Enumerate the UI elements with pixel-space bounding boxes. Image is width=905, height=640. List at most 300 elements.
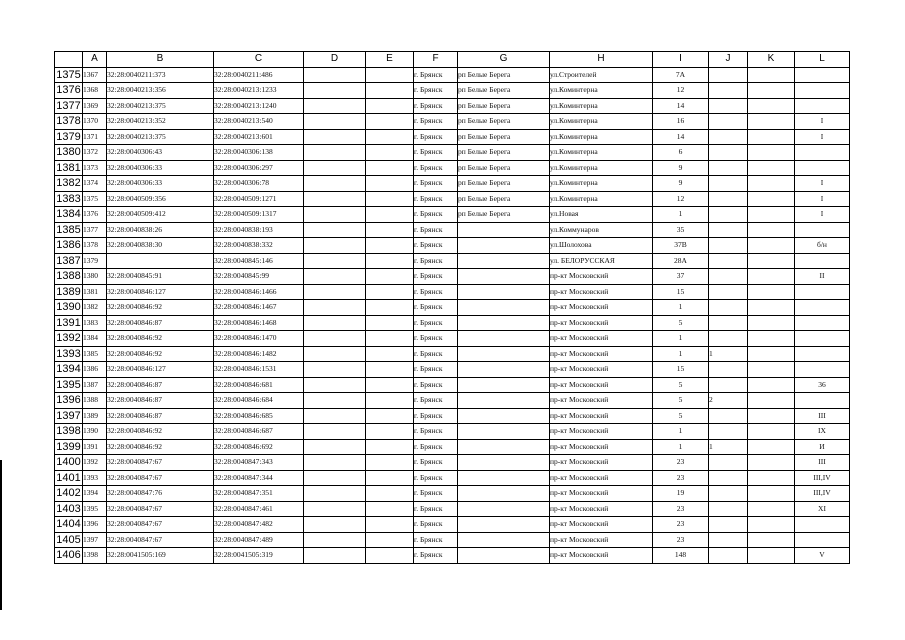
cell-a[interactable]: 1372 bbox=[83, 145, 107, 161]
cell-c[interactable]: 32:28:0040306:138 bbox=[214, 145, 304, 161]
cell-k[interactable] bbox=[748, 300, 795, 316]
cell-a[interactable]: 1396 bbox=[83, 517, 107, 533]
cell-d[interactable] bbox=[304, 408, 366, 424]
cell-g[interactable] bbox=[458, 455, 550, 471]
cell-h[interactable]: пр-кт Московский bbox=[550, 269, 653, 285]
cell-k[interactable] bbox=[748, 315, 795, 331]
cell-i[interactable]: 35 bbox=[653, 222, 709, 238]
cell-f[interactable]: г. Брянск bbox=[414, 129, 458, 145]
row-number[interactable]: 1401 bbox=[56, 471, 81, 484]
cell-l[interactable] bbox=[795, 393, 850, 409]
cell-g[interactable] bbox=[458, 253, 550, 269]
cell-b[interactable] bbox=[107, 253, 214, 269]
cell-e[interactable] bbox=[366, 331, 414, 347]
cell-e[interactable] bbox=[366, 455, 414, 471]
cell-k[interactable] bbox=[748, 207, 795, 223]
cell-f[interactable]: г. Брянск bbox=[414, 532, 458, 548]
row-number[interactable]: 1377 bbox=[56, 99, 81, 112]
cell-b[interactable]: 32:28:0040847:67 bbox=[107, 517, 214, 533]
cell-j[interactable] bbox=[709, 315, 748, 331]
cell-j[interactable] bbox=[709, 470, 748, 486]
cell-i[interactable]: 23 bbox=[653, 517, 709, 533]
cell-g[interactable]: рп Белые Берега bbox=[458, 114, 550, 130]
cell-j[interactable] bbox=[709, 300, 748, 316]
cell-c[interactable]: 32:28:0040213:540 bbox=[214, 114, 304, 130]
cell-j[interactable] bbox=[709, 83, 748, 99]
cell-i[interactable]: 28А bbox=[653, 253, 709, 269]
cell-l[interactable] bbox=[795, 67, 850, 83]
cell-l[interactable]: III,IV bbox=[795, 470, 850, 486]
cell-i[interactable]: 148 bbox=[653, 548, 709, 564]
cell-e[interactable] bbox=[366, 548, 414, 564]
cell-h[interactable]: ул.Новая bbox=[550, 207, 653, 223]
cell-g[interactable]: рп Белые Берега bbox=[458, 207, 550, 223]
cell-d[interactable] bbox=[304, 67, 366, 83]
cell-c[interactable]: 32:28:0040838:332 bbox=[214, 238, 304, 254]
row-number[interactable]: 1406 bbox=[56, 549, 81, 562]
cell-f[interactable]: г. Брянск bbox=[414, 284, 458, 300]
cell-j[interactable] bbox=[709, 455, 748, 471]
cell-f[interactable]: г. Брянск bbox=[414, 269, 458, 285]
cell-d[interactable] bbox=[304, 346, 366, 362]
cell-j[interactable] bbox=[709, 207, 748, 223]
cell-e[interactable] bbox=[366, 129, 414, 145]
cell-j[interactable]: 2 bbox=[709, 393, 748, 409]
cell-j[interactable] bbox=[709, 377, 748, 393]
cell-l[interactable]: б/н bbox=[795, 238, 850, 254]
column-header-c[interactable]: C bbox=[214, 52, 304, 68]
cell-k[interactable] bbox=[748, 83, 795, 99]
cell-g[interactable]: рп Белые Берега bbox=[458, 145, 550, 161]
column-header-e[interactable]: E bbox=[366, 52, 414, 68]
cell-k[interactable] bbox=[748, 517, 795, 533]
cell-j[interactable] bbox=[709, 362, 748, 378]
cell-a[interactable]: 1393 bbox=[83, 470, 107, 486]
cell-d[interactable] bbox=[304, 470, 366, 486]
cell-f[interactable]: г. Брянск bbox=[414, 145, 458, 161]
cell-b[interactable]: 32:28:0040846:92 bbox=[107, 300, 214, 316]
cell-g[interactable] bbox=[458, 269, 550, 285]
cell-j[interactable] bbox=[709, 331, 748, 347]
cell-f[interactable]: г. Брянск bbox=[414, 362, 458, 378]
cell-c[interactable]: 32:28:0040846:687 bbox=[214, 424, 304, 440]
cell-a[interactable]: 1367 bbox=[83, 67, 107, 83]
cell-k[interactable] bbox=[748, 160, 795, 176]
cell-e[interactable] bbox=[366, 408, 414, 424]
cell-c[interactable]: 32:28:0040845:99 bbox=[214, 269, 304, 285]
cell-a[interactable]: 1388 bbox=[83, 393, 107, 409]
cell-h[interactable]: пр-кт Московский bbox=[550, 486, 653, 502]
cell-j[interactable] bbox=[709, 253, 748, 269]
cell-h[interactable]: пр-кт Московский bbox=[550, 331, 653, 347]
cell-l[interactable]: III,IV bbox=[795, 486, 850, 502]
cell-k[interactable] bbox=[748, 98, 795, 114]
cell-g[interactable] bbox=[458, 517, 550, 533]
cell-c[interactable]: 32:28:0040847:489 bbox=[214, 532, 304, 548]
cell-j[interactable] bbox=[709, 160, 748, 176]
cell-b[interactable]: 32:28:0040846:87 bbox=[107, 393, 214, 409]
row-number[interactable]: 1394 bbox=[56, 363, 81, 376]
cell-l[interactable]: I bbox=[795, 176, 850, 192]
column-header-g[interactable]: G bbox=[458, 52, 550, 68]
cell-a[interactable]: 1377 bbox=[83, 222, 107, 238]
cell-d[interactable] bbox=[304, 439, 366, 455]
cell-g[interactable] bbox=[458, 501, 550, 517]
cell-a[interactable]: 1387 bbox=[83, 377, 107, 393]
cell-a[interactable]: 1390 bbox=[83, 424, 107, 440]
cell-k[interactable] bbox=[748, 548, 795, 564]
cell-j[interactable] bbox=[709, 284, 748, 300]
cell-c[interactable]: 32:28:0040846:1470 bbox=[214, 331, 304, 347]
column-header-f[interactable]: F bbox=[414, 52, 458, 68]
row-number[interactable]: 1379 bbox=[56, 130, 81, 143]
cell-g[interactable] bbox=[458, 315, 550, 331]
cell-i[interactable]: 5 bbox=[653, 377, 709, 393]
cell-f[interactable]: г. Брянск bbox=[414, 501, 458, 517]
cell-j[interactable] bbox=[709, 145, 748, 161]
cell-f[interactable]: г. Брянск bbox=[414, 315, 458, 331]
cell-j[interactable] bbox=[709, 501, 748, 517]
cell-h[interactable]: пр-кт Московский bbox=[550, 548, 653, 564]
cell-i[interactable]: 5 bbox=[653, 315, 709, 331]
cell-i[interactable]: 5 bbox=[653, 393, 709, 409]
cell-l[interactable] bbox=[795, 284, 850, 300]
cell-i[interactable]: 23 bbox=[653, 455, 709, 471]
cell-c[interactable]: 32:28:0040213:1233 bbox=[214, 83, 304, 99]
cell-f[interactable]: г. Брянск bbox=[414, 331, 458, 347]
cell-k[interactable] bbox=[748, 238, 795, 254]
cell-h[interactable]: пр-кт Московский bbox=[550, 393, 653, 409]
cell-i[interactable]: 1 bbox=[653, 300, 709, 316]
row-number[interactable]: 1383 bbox=[56, 192, 81, 205]
cell-h[interactable]: пр-кт Московский bbox=[550, 455, 653, 471]
cell-k[interactable] bbox=[748, 191, 795, 207]
cell-j[interactable] bbox=[709, 222, 748, 238]
column-header-l[interactable]: L bbox=[795, 52, 850, 68]
row-number[interactable]: 1386 bbox=[56, 239, 81, 252]
cell-h[interactable]: ул.Коминтерна bbox=[550, 129, 653, 145]
cell-k[interactable] bbox=[748, 501, 795, 517]
cell-i[interactable]: 15 bbox=[653, 362, 709, 378]
cell-d[interactable] bbox=[304, 284, 366, 300]
cell-g[interactable] bbox=[458, 362, 550, 378]
row-number[interactable]: 1403 bbox=[56, 502, 81, 515]
cell-e[interactable] bbox=[366, 377, 414, 393]
cell-g[interactable] bbox=[458, 284, 550, 300]
cell-e[interactable] bbox=[366, 393, 414, 409]
cell-k[interactable] bbox=[748, 129, 795, 145]
cell-b[interactable]: 32:28:0040846:127 bbox=[107, 362, 214, 378]
cell-a[interactable]: 1389 bbox=[83, 408, 107, 424]
cell-f[interactable]: г. Брянск bbox=[414, 114, 458, 130]
cell-d[interactable] bbox=[304, 362, 366, 378]
row-number[interactable]: 1384 bbox=[56, 208, 81, 221]
row-number[interactable]: 1376 bbox=[56, 84, 81, 97]
row-number[interactable]: 1397 bbox=[56, 409, 81, 422]
cell-b[interactable]: 32:28:0040509:412 bbox=[107, 207, 214, 223]
cell-g[interactable]: рп Белые Берега bbox=[458, 83, 550, 99]
cell-c[interactable]: 32:28:0040306:297 bbox=[214, 160, 304, 176]
cell-k[interactable] bbox=[748, 284, 795, 300]
cell-e[interactable] bbox=[366, 83, 414, 99]
cell-d[interactable] bbox=[304, 145, 366, 161]
cell-j[interactable] bbox=[709, 238, 748, 254]
cell-l[interactable]: И bbox=[795, 439, 850, 455]
cell-g[interactable] bbox=[458, 346, 550, 362]
cell-k[interactable] bbox=[748, 269, 795, 285]
cell-g[interactable] bbox=[458, 548, 550, 564]
cell-g[interactable] bbox=[458, 486, 550, 502]
cell-d[interactable] bbox=[304, 455, 366, 471]
cell-e[interactable] bbox=[366, 439, 414, 455]
cell-l[interactable]: III bbox=[795, 408, 850, 424]
cell-j[interactable] bbox=[709, 532, 748, 548]
cell-j[interactable] bbox=[709, 486, 748, 502]
cell-j[interactable]: 1 bbox=[709, 439, 748, 455]
cell-d[interactable] bbox=[304, 300, 366, 316]
cell-l[interactable] bbox=[795, 517, 850, 533]
cell-i[interactable]: 6 bbox=[653, 145, 709, 161]
cell-c[interactable]: 32:28:0040846:685 bbox=[214, 408, 304, 424]
cell-e[interactable] bbox=[366, 269, 414, 285]
cell-c[interactable]: 32:28:0040846:1531 bbox=[214, 362, 304, 378]
cell-d[interactable] bbox=[304, 393, 366, 409]
cell-f[interactable]: г. Брянск bbox=[414, 517, 458, 533]
cell-b[interactable]: 32:28:0040847:67 bbox=[107, 455, 214, 471]
cell-a[interactable]: 1392 bbox=[83, 455, 107, 471]
cell-i[interactable]: 23 bbox=[653, 501, 709, 517]
cell-i[interactable]: 15 bbox=[653, 284, 709, 300]
cell-f[interactable]: г. Брянск bbox=[414, 207, 458, 223]
cell-d[interactable] bbox=[304, 548, 366, 564]
cell-l[interactable] bbox=[795, 362, 850, 378]
cell-c[interactable]: 32:28:0040838:193 bbox=[214, 222, 304, 238]
cell-h[interactable]: ул.Коминтерна bbox=[550, 83, 653, 99]
cell-l[interactable] bbox=[795, 98, 850, 114]
cell-i[interactable]: 23 bbox=[653, 470, 709, 486]
cell-e[interactable] bbox=[366, 238, 414, 254]
cell-g[interactable]: рп Белые Берега bbox=[458, 160, 550, 176]
cell-c[interactable]: 32:28:0041505:319 bbox=[214, 548, 304, 564]
cell-g[interactable]: рп Белые Берега bbox=[458, 129, 550, 145]
cell-f[interactable]: г. Брянск bbox=[414, 424, 458, 440]
cell-k[interactable] bbox=[748, 331, 795, 347]
cell-i[interactable]: 1 bbox=[653, 439, 709, 455]
cell-d[interactable] bbox=[304, 176, 366, 192]
cell-a[interactable]: 1379 bbox=[83, 253, 107, 269]
cell-j[interactable] bbox=[709, 114, 748, 130]
cell-g[interactable] bbox=[458, 424, 550, 440]
cell-c[interactable]: 32:28:0040846:684 bbox=[214, 393, 304, 409]
cell-g[interactable]: рп Белые Берега bbox=[458, 176, 550, 192]
cell-b[interactable]: 32:28:0041505:169 bbox=[107, 548, 214, 564]
cell-k[interactable] bbox=[748, 424, 795, 440]
cell-l[interactable]: V bbox=[795, 548, 850, 564]
cell-f[interactable]: г. Брянск bbox=[414, 191, 458, 207]
cell-a[interactable]: 1382 bbox=[83, 300, 107, 316]
cell-k[interactable] bbox=[748, 470, 795, 486]
cell-b[interactable]: 32:28:0040838:30 bbox=[107, 238, 214, 254]
cell-b[interactable]: 32:28:0040847:67 bbox=[107, 470, 214, 486]
cell-c[interactable]: 32:28:0040846:1468 bbox=[214, 315, 304, 331]
cell-b[interactable]: 32:28:0040847:76 bbox=[107, 486, 214, 502]
cell-e[interactable] bbox=[366, 207, 414, 223]
cell-h[interactable]: пр-кт Московский bbox=[550, 300, 653, 316]
cell-e[interactable] bbox=[366, 114, 414, 130]
cell-h[interactable]: ул.Строителей bbox=[550, 67, 653, 83]
cell-f[interactable]: г. Брянск bbox=[414, 393, 458, 409]
cell-j[interactable] bbox=[709, 548, 748, 564]
cell-l[interactable] bbox=[795, 346, 850, 362]
cell-d[interactable] bbox=[304, 315, 366, 331]
cell-b[interactable]: 32:28:0040213:356 bbox=[107, 83, 214, 99]
cell-g[interactable]: рп Белые Берега bbox=[458, 191, 550, 207]
cell-g[interactable]: рп Белые Берега bbox=[458, 67, 550, 83]
cell-k[interactable] bbox=[748, 253, 795, 269]
cell-f[interactable]: г. Брянск bbox=[414, 300, 458, 316]
row-number[interactable]: 1404 bbox=[56, 518, 81, 531]
row-number[interactable]: 1393 bbox=[56, 347, 81, 360]
row-number[interactable]: 1381 bbox=[56, 161, 81, 174]
cell-h[interactable]: ул.Коминтерна bbox=[550, 191, 653, 207]
cell-g[interactable] bbox=[458, 377, 550, 393]
column-header-a[interactable]: A bbox=[83, 52, 107, 68]
cell-k[interactable] bbox=[748, 455, 795, 471]
cell-a[interactable]: 1380 bbox=[83, 269, 107, 285]
cell-b[interactable]: 32:28:0040847:67 bbox=[107, 532, 214, 548]
cell-c[interactable]: 32:28:0040846:1467 bbox=[214, 300, 304, 316]
cell-h[interactable]: пр-кт Московский bbox=[550, 315, 653, 331]
cell-d[interactable] bbox=[304, 160, 366, 176]
cell-j[interactable] bbox=[709, 176, 748, 192]
cell-i[interactable]: 1 bbox=[653, 346, 709, 362]
cell-h[interactable]: пр-кт Московский bbox=[550, 284, 653, 300]
cell-e[interactable] bbox=[366, 300, 414, 316]
cell-b[interactable]: 32:28:0040213:375 bbox=[107, 129, 214, 145]
cell-i[interactable]: 37 bbox=[653, 269, 709, 285]
cell-b[interactable]: 32:28:0040846:87 bbox=[107, 377, 214, 393]
cell-b[interactable]: 32:28:0040213:375 bbox=[107, 98, 214, 114]
cell-i[interactable]: 14 bbox=[653, 129, 709, 145]
cell-c[interactable]: 32:28:0040846:692 bbox=[214, 439, 304, 455]
cell-k[interactable] bbox=[748, 222, 795, 238]
cell-a[interactable]: 1374 bbox=[83, 176, 107, 192]
cell-h[interactable]: пр-кт Московский bbox=[550, 424, 653, 440]
cell-d[interactable] bbox=[304, 222, 366, 238]
cell-a[interactable]: 1376 bbox=[83, 207, 107, 223]
cell-a[interactable]: 1398 bbox=[83, 548, 107, 564]
column-header-i[interactable]: I bbox=[653, 52, 709, 68]
cell-b[interactable]: 32:28:0040846:92 bbox=[107, 331, 214, 347]
cell-i[interactable]: 7А bbox=[653, 67, 709, 83]
cell-k[interactable] bbox=[748, 486, 795, 502]
cell-i[interactable]: 1 bbox=[653, 207, 709, 223]
cell-d[interactable] bbox=[304, 331, 366, 347]
row-number[interactable]: 1395 bbox=[56, 378, 81, 391]
cell-a[interactable]: 1369 bbox=[83, 98, 107, 114]
cell-l[interactable]: 36 bbox=[795, 377, 850, 393]
cell-a[interactable]: 1378 bbox=[83, 238, 107, 254]
cell-f[interactable]: г. Брянск bbox=[414, 176, 458, 192]
cell-b[interactable]: 32:28:0040846:92 bbox=[107, 346, 214, 362]
cell-b[interactable]: 32:28:0040306:33 bbox=[107, 160, 214, 176]
cell-f[interactable]: г. Брянск bbox=[414, 455, 458, 471]
cell-d[interactable] bbox=[304, 501, 366, 517]
cell-h[interactable]: ул.Шолохова bbox=[550, 238, 653, 254]
cell-f[interactable]: г. Брянск bbox=[414, 238, 458, 254]
cell-f[interactable]: г. Брянск bbox=[414, 67, 458, 83]
cell-a[interactable]: 1386 bbox=[83, 362, 107, 378]
cell-a[interactable]: 1391 bbox=[83, 439, 107, 455]
cell-a[interactable]: 1373 bbox=[83, 160, 107, 176]
cell-d[interactable] bbox=[304, 424, 366, 440]
cell-h[interactable]: ул.Коминтерна bbox=[550, 98, 653, 114]
cell-g[interactable]: рп Белые Берега bbox=[458, 98, 550, 114]
cell-c[interactable]: 32:28:0040509:1317 bbox=[214, 207, 304, 223]
cell-k[interactable] bbox=[748, 145, 795, 161]
row-number[interactable]: 1375 bbox=[56, 68, 81, 81]
column-header-d[interactable]: D bbox=[304, 52, 366, 68]
cell-g[interactable] bbox=[458, 300, 550, 316]
cell-i[interactable]: 19 bbox=[653, 486, 709, 502]
cell-e[interactable] bbox=[366, 222, 414, 238]
cell-c[interactable]: 32:28:0040847:343 bbox=[214, 455, 304, 471]
cell-f[interactable]: г. Брянск bbox=[414, 439, 458, 455]
cell-l[interactable] bbox=[795, 532, 850, 548]
cell-d[interactable] bbox=[304, 238, 366, 254]
cell-d[interactable] bbox=[304, 83, 366, 99]
cell-h[interactable]: пр-кт Московский bbox=[550, 362, 653, 378]
cell-e[interactable] bbox=[366, 517, 414, 533]
cell-h[interactable]: пр-кт Московский bbox=[550, 439, 653, 455]
row-number[interactable]: 1378 bbox=[56, 115, 81, 128]
row-number[interactable]: 1398 bbox=[56, 425, 81, 438]
cell-f[interactable]: г. Брянск bbox=[414, 160, 458, 176]
cell-e[interactable] bbox=[366, 98, 414, 114]
cell-i[interactable]: 37В bbox=[653, 238, 709, 254]
cell-f[interactable]: г. Брянск bbox=[414, 377, 458, 393]
cell-j[interactable] bbox=[709, 408, 748, 424]
cell-d[interactable] bbox=[304, 114, 366, 130]
cell-k[interactable] bbox=[748, 408, 795, 424]
cell-g[interactable] bbox=[458, 222, 550, 238]
row-number[interactable]: 1380 bbox=[56, 146, 81, 159]
cell-e[interactable] bbox=[366, 532, 414, 548]
cell-k[interactable] bbox=[748, 67, 795, 83]
cell-b[interactable]: 32:28:0040847:67 bbox=[107, 501, 214, 517]
cell-k[interactable] bbox=[748, 439, 795, 455]
cell-f[interactable]: г. Брянск bbox=[414, 408, 458, 424]
cell-a[interactable]: 1397 bbox=[83, 532, 107, 548]
cell-j[interactable] bbox=[709, 98, 748, 114]
cell-a[interactable]: 1385 bbox=[83, 346, 107, 362]
cell-b[interactable]: 32:28:0040509:356 bbox=[107, 191, 214, 207]
cell-c[interactable]: 32:28:0040211:486 bbox=[214, 67, 304, 83]
column-header-k[interactable]: K bbox=[748, 52, 795, 68]
cell-l[interactable] bbox=[795, 145, 850, 161]
cell-a[interactable]: 1368 bbox=[83, 83, 107, 99]
row-number[interactable]: 1382 bbox=[56, 177, 81, 190]
cell-j[interactable] bbox=[709, 129, 748, 145]
row-number[interactable]: 1405 bbox=[56, 533, 81, 546]
cell-g[interactable] bbox=[458, 393, 550, 409]
cell-c[interactable]: 32:28:0040847:482 bbox=[214, 517, 304, 533]
cell-l[interactable]: III bbox=[795, 455, 850, 471]
cell-a[interactable]: 1370 bbox=[83, 114, 107, 130]
cell-e[interactable] bbox=[366, 284, 414, 300]
cell-b[interactable]: 32:28:0040846:127 bbox=[107, 284, 214, 300]
cell-c[interactable]: 32:28:0040846:1466 bbox=[214, 284, 304, 300]
